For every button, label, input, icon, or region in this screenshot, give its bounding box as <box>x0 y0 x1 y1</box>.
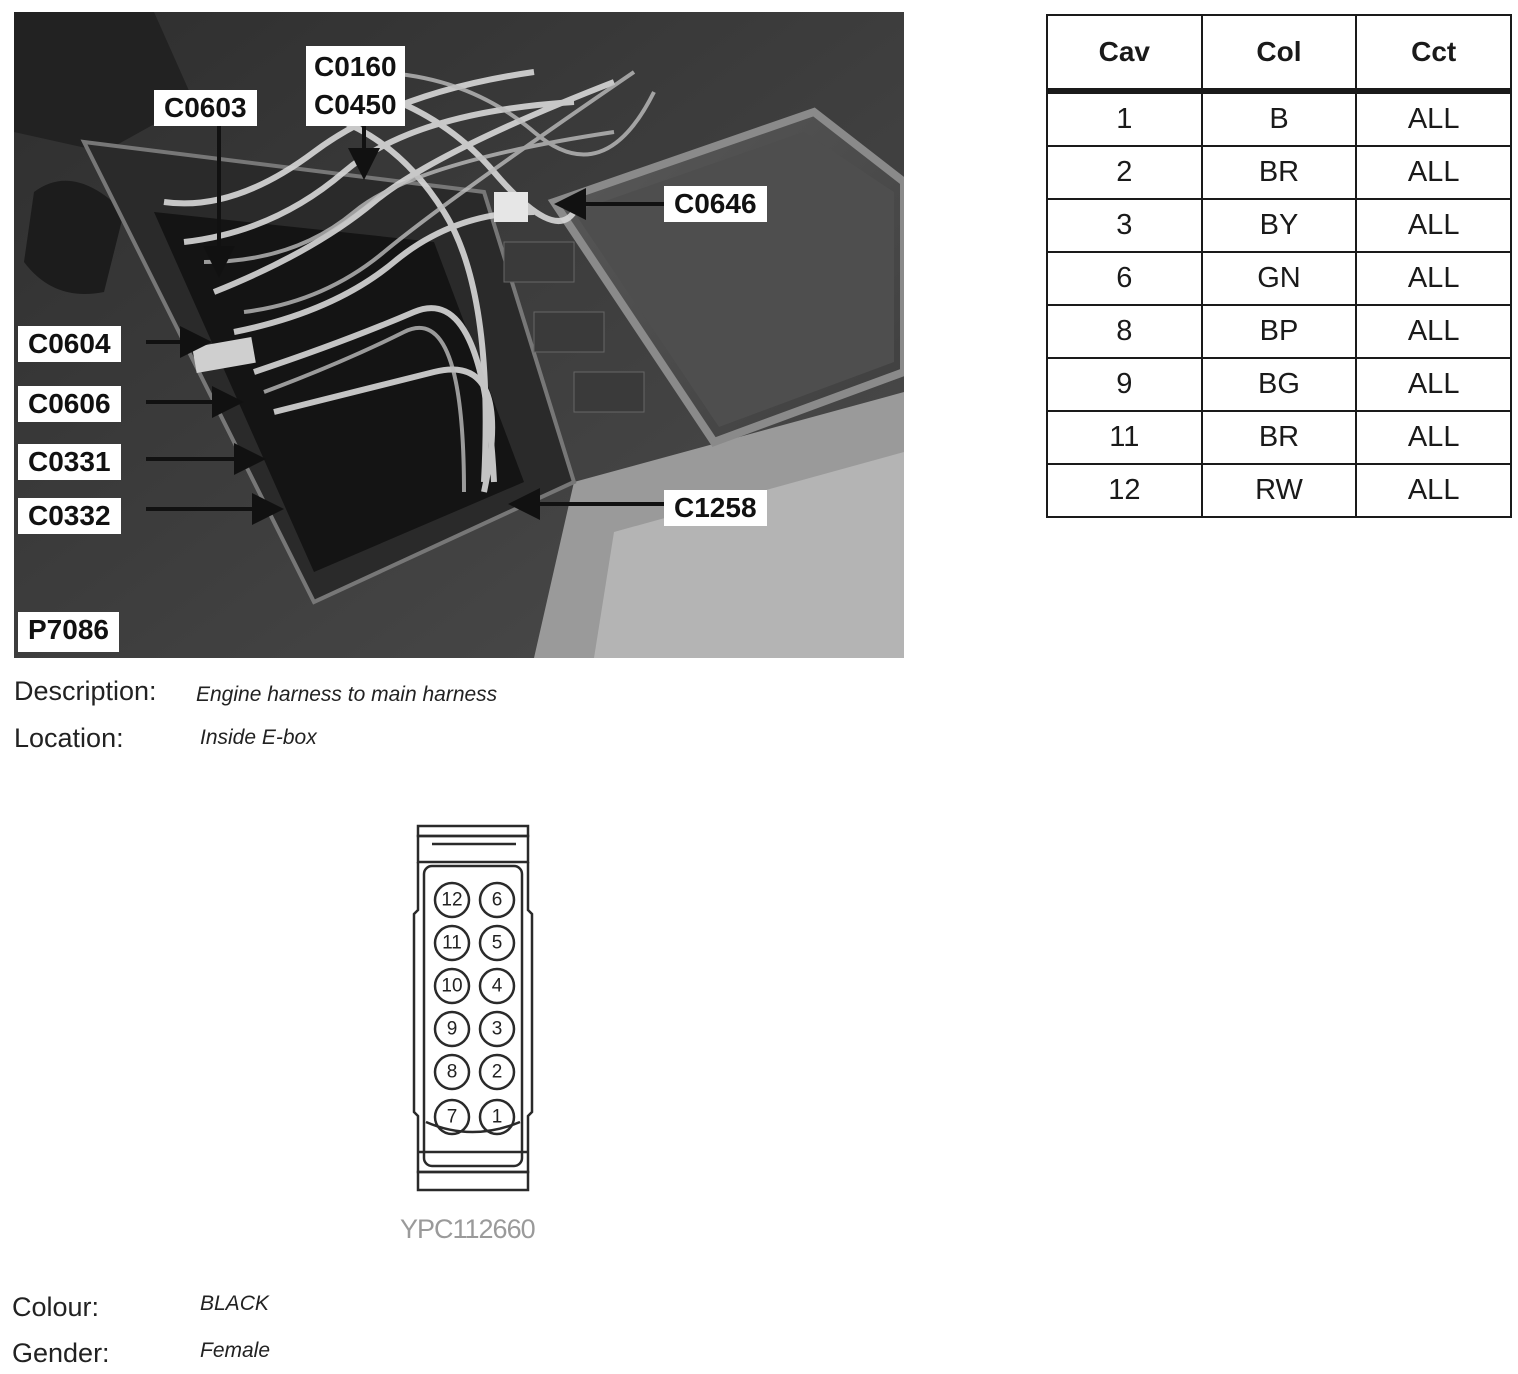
pin-label: 12 <box>441 889 463 911</box>
gender-value: Female <box>200 1339 271 1362</box>
location-value: Inside E-box <box>200 726 317 749</box>
cell-col: BR <box>1202 411 1357 464</box>
pin-label: 11 <box>442 932 462 954</box>
photo-illustration <box>14 12 904 658</box>
cell-col: BY <box>1202 199 1357 252</box>
table-row <box>1047 358 1511 411</box>
callout-c1258: C1258 <box>664 490 767 526</box>
description-value: Engine harness to main harness <box>196 683 498 706</box>
cell-cct: ALL <box>1356 464 1511 517</box>
cell-cav: 11 <box>1047 411 1202 464</box>
cell-cav: 9 <box>1047 358 1202 411</box>
description-label: Description: <box>14 676 157 706</box>
callout-c0331: C0331 <box>18 444 121 480</box>
pin-label: 8 <box>446 1061 458 1083</box>
pin-label: 9 <box>446 1018 458 1040</box>
header-cct: Cct <box>1356 15 1511 91</box>
connector-part-number: YPC112660 <box>400 1214 535 1244</box>
pin-table <box>1046 14 1512 518</box>
location-label: Location: <box>14 723 124 753</box>
pin-circles <box>435 883 514 1134</box>
cell-cav: 1 <box>1047 91 1202 146</box>
callout-c0603: C0603 <box>154 90 257 126</box>
harness-photo <box>14 12 904 658</box>
cell-col: BP <box>1202 305 1357 358</box>
pin-label: 1 <box>491 1106 503 1128</box>
table-row <box>1047 464 1511 517</box>
callout-c0604: C0604 <box>18 326 121 362</box>
cell-cav: 2 <box>1047 146 1202 199</box>
pin-label: 6 <box>491 889 503 911</box>
cell-col: BR <box>1202 146 1357 199</box>
header-col: Col <box>1202 15 1357 91</box>
pin-label: 4 <box>491 975 503 997</box>
table-row <box>1047 252 1511 305</box>
cell-cav: 12 <box>1047 464 1202 517</box>
photo-id-p7086: P7086 <box>18 612 119 652</box>
table-row <box>1047 146 1511 199</box>
colour-value: BLACK <box>200 1292 269 1315</box>
connector-face-diagram <box>412 822 542 1198</box>
callout-c0160: C0160 <box>314 51 397 82</box>
cell-col: B <box>1202 91 1357 146</box>
colour-label: Colour: <box>12 1292 100 1322</box>
cell-cct: ALL <box>1356 146 1511 199</box>
cell-cct: ALL <box>1356 305 1511 358</box>
header-cav: Cav <box>1047 15 1202 91</box>
pin-label: 5 <box>491 932 503 954</box>
callout-c0606: C0606 <box>18 386 121 422</box>
cell-cct: ALL <box>1356 358 1511 411</box>
cell-cct: ALL <box>1356 199 1511 252</box>
gender-label: Gender: <box>12 1338 110 1368</box>
cell-cav: 6 <box>1047 252 1202 305</box>
cell-cct: ALL <box>1356 252 1511 305</box>
callout-c0450: C0450 <box>314 89 397 120</box>
pin-table-header-row <box>1047 15 1511 91</box>
callout-c0160-c0450 <box>306 46 405 126</box>
cell-col: GN <box>1202 252 1357 305</box>
table-row <box>1047 411 1511 464</box>
pin-label: 7 <box>446 1106 458 1128</box>
cell-col: BG <box>1202 358 1357 411</box>
cell-cav: 8 <box>1047 305 1202 358</box>
table-row <box>1047 91 1511 146</box>
cell-cav: 3 <box>1047 199 1202 252</box>
pin-label: 2 <box>491 1061 503 1083</box>
table-row <box>1047 305 1511 358</box>
pin-label: 10 <box>441 975 463 997</box>
cell-cct: ALL <box>1356 91 1511 146</box>
table-row <box>1047 199 1511 252</box>
callout-c0646: C0646 <box>664 186 767 222</box>
cell-cct: ALL <box>1356 411 1511 464</box>
pin-label: 3 <box>491 1018 503 1040</box>
cell-col: RW <box>1202 464 1357 517</box>
callout-c0332: C0332 <box>18 498 121 534</box>
